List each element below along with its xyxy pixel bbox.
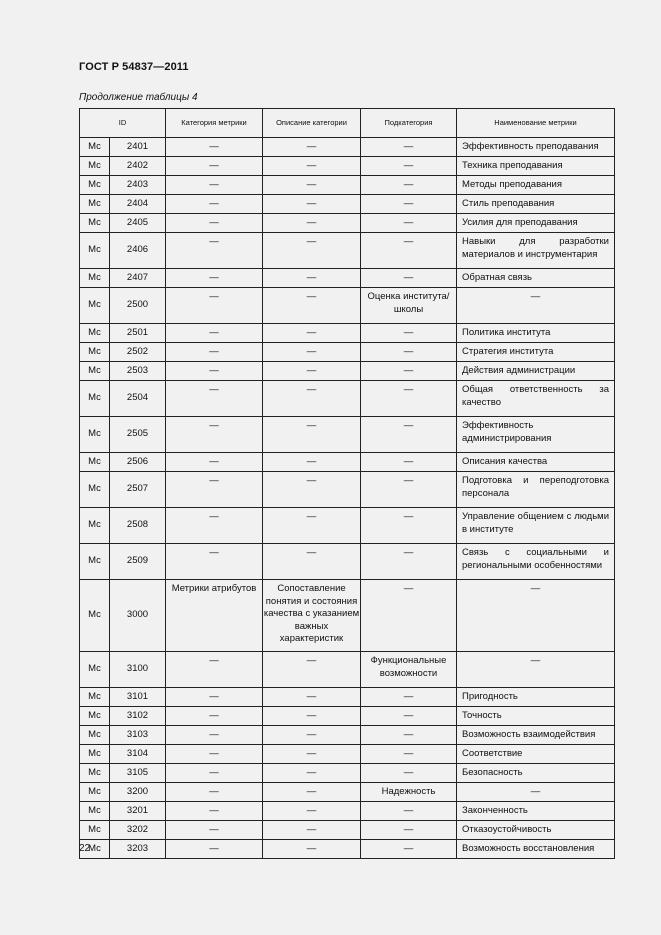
row-id: 3203 bbox=[110, 840, 166, 859]
row-description: — bbox=[263, 821, 361, 840]
table-row bbox=[80, 508, 615, 544]
row-description: — bbox=[263, 707, 361, 726]
row-description: — bbox=[263, 214, 361, 233]
row-description: — bbox=[263, 269, 361, 288]
row-description: — bbox=[263, 783, 361, 802]
row-metric-name: Описания качества bbox=[457, 453, 615, 472]
table-row bbox=[80, 214, 615, 233]
row-subcategory: — bbox=[361, 157, 457, 176]
row-description: — bbox=[263, 472, 361, 508]
row-description: — bbox=[263, 157, 361, 176]
row-id: 2405 bbox=[110, 214, 166, 233]
table-row bbox=[80, 138, 615, 157]
table-row bbox=[80, 544, 615, 580]
row-subcategory: — bbox=[361, 840, 457, 859]
row-subcategory: — bbox=[361, 544, 457, 580]
standard-title: ГОСТ Р 54837—2011 bbox=[79, 61, 189, 73]
row-prefix: Mc bbox=[80, 707, 110, 726]
row-prefix: Mc bbox=[80, 764, 110, 783]
row-subcategory: — bbox=[361, 726, 457, 745]
row-prefix: Mc bbox=[80, 157, 110, 176]
row-category: — bbox=[166, 362, 263, 381]
row-subcategory: — bbox=[361, 233, 457, 269]
row-id: 2401 bbox=[110, 138, 166, 157]
row-id: 2507 bbox=[110, 472, 166, 508]
row-metric-name: Точность bbox=[457, 707, 615, 726]
col-header-metric-name: Наименование метрики bbox=[457, 109, 615, 138]
table-row bbox=[80, 764, 615, 783]
row-prefix: Mc bbox=[80, 195, 110, 214]
row-description: — bbox=[263, 453, 361, 472]
row-metric-name: Пригодность bbox=[457, 688, 615, 707]
row-prefix: Mc bbox=[80, 453, 110, 472]
row-subcategory: — bbox=[361, 472, 457, 508]
row-subcategory: Оценка института/школы bbox=[361, 288, 457, 324]
row-prefix: Mc bbox=[80, 343, 110, 362]
row-id: 2509 bbox=[110, 544, 166, 580]
row-description: — bbox=[263, 508, 361, 544]
row-id: 2506 bbox=[110, 453, 166, 472]
row-id: 3000 bbox=[110, 580, 166, 652]
row-prefix: Mc bbox=[80, 783, 110, 802]
row-category: — bbox=[166, 688, 263, 707]
row-category: — bbox=[166, 214, 263, 233]
row-category: — bbox=[166, 544, 263, 580]
row-category: — bbox=[166, 417, 263, 453]
row-prefix: Mc bbox=[80, 840, 110, 859]
row-category: — bbox=[166, 453, 263, 472]
row-metric-name: Действия администрации bbox=[457, 362, 615, 381]
table-row bbox=[80, 324, 615, 343]
row-category: — bbox=[166, 176, 263, 195]
row-description: — bbox=[263, 802, 361, 821]
row-subcategory: — bbox=[361, 453, 457, 472]
row-metric-name: Управление общением с людьми в институте bbox=[457, 508, 615, 544]
row-prefix: Mc bbox=[80, 214, 110, 233]
table-row bbox=[80, 269, 615, 288]
row-subcategory: — bbox=[361, 381, 457, 417]
row-prefix: Mc bbox=[80, 269, 110, 288]
row-prefix: Mc bbox=[80, 802, 110, 821]
row-id: 2508 bbox=[110, 508, 166, 544]
table-row bbox=[80, 726, 615, 745]
row-description: — bbox=[263, 176, 361, 195]
row-description: — bbox=[263, 417, 361, 453]
row-id: 2406 bbox=[110, 233, 166, 269]
row-description: — bbox=[263, 652, 361, 688]
row-metric-name: Методы преподавания bbox=[457, 176, 615, 195]
row-prefix: Mc bbox=[80, 745, 110, 764]
row-prefix: Mc bbox=[80, 821, 110, 840]
row-category: — bbox=[166, 269, 263, 288]
row-subcategory: — bbox=[361, 821, 457, 840]
row-metric-name: Отказоустойчивость bbox=[457, 821, 615, 840]
row-metric-name: Соответствие bbox=[457, 745, 615, 764]
col-header-subcategory: Подкатегория bbox=[361, 109, 457, 138]
col-header-description: Описание категории bbox=[263, 109, 361, 138]
row-metric-name: — bbox=[457, 288, 615, 324]
table-row bbox=[80, 840, 615, 859]
row-category: — bbox=[166, 508, 263, 544]
row-prefix: Mc bbox=[80, 233, 110, 269]
row-metric-name: Возможность взаимодействия bbox=[457, 726, 615, 745]
row-description: — bbox=[263, 343, 361, 362]
row-prefix: Mc bbox=[80, 417, 110, 453]
row-category: — bbox=[166, 157, 263, 176]
row-id: 2403 bbox=[110, 176, 166, 195]
row-metric-name: Стратегия института bbox=[457, 343, 615, 362]
row-subcategory: Надежность bbox=[361, 783, 457, 802]
row-category: — bbox=[166, 195, 263, 214]
row-description: — bbox=[263, 840, 361, 859]
row-description: Сопоставление понятия и состояния качества с указанием важных характеристик bbox=[263, 580, 361, 652]
table-row bbox=[80, 652, 615, 688]
row-description: — bbox=[263, 233, 361, 269]
row-description: — bbox=[263, 745, 361, 764]
row-metric-name: Возможность восстановления bbox=[457, 840, 615, 859]
row-subcategory: — bbox=[361, 417, 457, 453]
row-metric-name: Навыки для разработки материалов и инструментария bbox=[457, 233, 615, 269]
row-prefix: Mc bbox=[80, 580, 110, 652]
row-metric-name: Законченность bbox=[457, 802, 615, 821]
row-subcategory: — bbox=[361, 580, 457, 652]
row-metric-name: — bbox=[457, 652, 615, 688]
row-category: — bbox=[166, 324, 263, 343]
row-id: 2505 bbox=[110, 417, 166, 453]
row-metric-name: — bbox=[457, 783, 615, 802]
row-subcategory: — bbox=[361, 745, 457, 764]
row-category: — bbox=[166, 802, 263, 821]
metrics-table bbox=[79, 108, 615, 859]
row-metric-name: Усилия для преподавания bbox=[457, 214, 615, 233]
row-id: 3100 bbox=[110, 652, 166, 688]
table-row bbox=[80, 821, 615, 840]
row-subcategory: — bbox=[361, 343, 457, 362]
row-description: — bbox=[263, 362, 361, 381]
row-category: — bbox=[166, 381, 263, 417]
row-prefix: Mc bbox=[80, 176, 110, 195]
row-id: 2504 bbox=[110, 381, 166, 417]
row-subcategory: — bbox=[361, 362, 457, 381]
row-prefix: Mc bbox=[80, 288, 110, 324]
row-metric-name: Подготовка и переподготовка персонала bbox=[457, 472, 615, 508]
row-category: — bbox=[166, 783, 263, 802]
table-header-row bbox=[80, 109, 615, 138]
row-prefix: Mc bbox=[80, 324, 110, 343]
table-body bbox=[80, 138, 615, 859]
row-subcategory: — bbox=[361, 176, 457, 195]
row-id: 3202 bbox=[110, 821, 166, 840]
table-row bbox=[80, 783, 615, 802]
table-row bbox=[80, 802, 615, 821]
row-id: 3201 bbox=[110, 802, 166, 821]
row-metric-name: Стиль преподавания bbox=[457, 195, 615, 214]
row-prefix: Mc bbox=[80, 362, 110, 381]
table-row bbox=[80, 688, 615, 707]
row-category: — bbox=[166, 726, 263, 745]
row-subcategory: — bbox=[361, 324, 457, 343]
table-row bbox=[80, 233, 615, 269]
row-prefix: Mc bbox=[80, 688, 110, 707]
row-id: 2402 bbox=[110, 157, 166, 176]
row-metric-name: Безопасность bbox=[457, 764, 615, 783]
table-row bbox=[80, 176, 615, 195]
row-metric-name: — bbox=[457, 580, 615, 652]
row-description: — bbox=[263, 288, 361, 324]
row-description: — bbox=[263, 544, 361, 580]
table-row bbox=[80, 453, 615, 472]
row-subcategory: — bbox=[361, 802, 457, 821]
row-id: 3101 bbox=[110, 688, 166, 707]
col-header-id: ID bbox=[80, 109, 166, 138]
row-metric-name: Эффективность преподавания bbox=[457, 138, 615, 157]
row-description: — bbox=[263, 195, 361, 214]
table-row bbox=[80, 472, 615, 508]
row-id: 3105 bbox=[110, 764, 166, 783]
row-id: 3200 bbox=[110, 783, 166, 802]
row-subcategory: — bbox=[361, 688, 457, 707]
row-id: 2407 bbox=[110, 269, 166, 288]
col-header-category: Категория метрики bbox=[166, 109, 263, 138]
table-row bbox=[80, 417, 615, 453]
table-row bbox=[80, 157, 615, 176]
row-prefix: Mc bbox=[80, 544, 110, 580]
row-id: 3102 bbox=[110, 707, 166, 726]
row-category: — bbox=[166, 821, 263, 840]
table-row bbox=[80, 580, 615, 652]
row-category: — bbox=[166, 138, 263, 157]
row-description: — bbox=[263, 324, 361, 343]
row-id: 2404 bbox=[110, 195, 166, 214]
row-subcategory: — bbox=[361, 138, 457, 157]
row-description: — bbox=[263, 726, 361, 745]
row-category: — bbox=[166, 233, 263, 269]
row-category: Метрики атрибутов bbox=[166, 580, 263, 652]
row-subcategory: — bbox=[361, 214, 457, 233]
row-id: 2502 bbox=[110, 343, 166, 362]
row-id: 3103 bbox=[110, 726, 166, 745]
row-prefix: Mc bbox=[80, 652, 110, 688]
row-prefix: Mc bbox=[80, 508, 110, 544]
row-prefix: Mc bbox=[80, 472, 110, 508]
row-description: — bbox=[263, 688, 361, 707]
row-subcategory: — bbox=[361, 269, 457, 288]
row-subcategory: — bbox=[361, 195, 457, 214]
row-description: — bbox=[263, 764, 361, 783]
table-row bbox=[80, 343, 615, 362]
row-category: — bbox=[166, 840, 263, 859]
row-description: — bbox=[263, 138, 361, 157]
row-id: 2501 bbox=[110, 324, 166, 343]
row-category: — bbox=[166, 707, 263, 726]
row-metric-name: Эффективность администрирования bbox=[457, 417, 615, 453]
row-metric-name: Общая ответственность за качество bbox=[457, 381, 615, 417]
row-category: — bbox=[166, 472, 263, 508]
row-subcategory: — bbox=[361, 764, 457, 783]
row-category: — bbox=[166, 343, 263, 362]
table-caption: Продолжение таблицы 4 bbox=[79, 92, 198, 103]
row-prefix: Mc bbox=[80, 726, 110, 745]
table-row bbox=[80, 745, 615, 764]
row-prefix: Mc bbox=[80, 381, 110, 417]
row-metric-name: Политика института bbox=[457, 324, 615, 343]
row-prefix: Mc bbox=[80, 138, 110, 157]
row-category: — bbox=[166, 652, 263, 688]
table-row bbox=[80, 362, 615, 381]
row-subcategory: — bbox=[361, 508, 457, 544]
row-metric-name: Связь с социальными и региональными особенностями bbox=[457, 544, 615, 580]
row-metric-name: Обратная связь bbox=[457, 269, 615, 288]
row-category: — bbox=[166, 764, 263, 783]
row-id: 2503 bbox=[110, 362, 166, 381]
row-category: — bbox=[166, 288, 263, 324]
row-metric-name: Техника преподавания bbox=[457, 157, 615, 176]
table-row bbox=[80, 707, 615, 726]
page-number: 22 bbox=[79, 843, 91, 854]
table-row bbox=[80, 195, 615, 214]
row-category: — bbox=[166, 745, 263, 764]
row-subcategory: Функциональные возможности bbox=[361, 652, 457, 688]
table-row bbox=[80, 381, 615, 417]
row-description: — bbox=[263, 381, 361, 417]
row-id: 2500 bbox=[110, 288, 166, 324]
row-id: 3104 bbox=[110, 745, 166, 764]
row-subcategory: — bbox=[361, 707, 457, 726]
table-row bbox=[80, 288, 615, 324]
